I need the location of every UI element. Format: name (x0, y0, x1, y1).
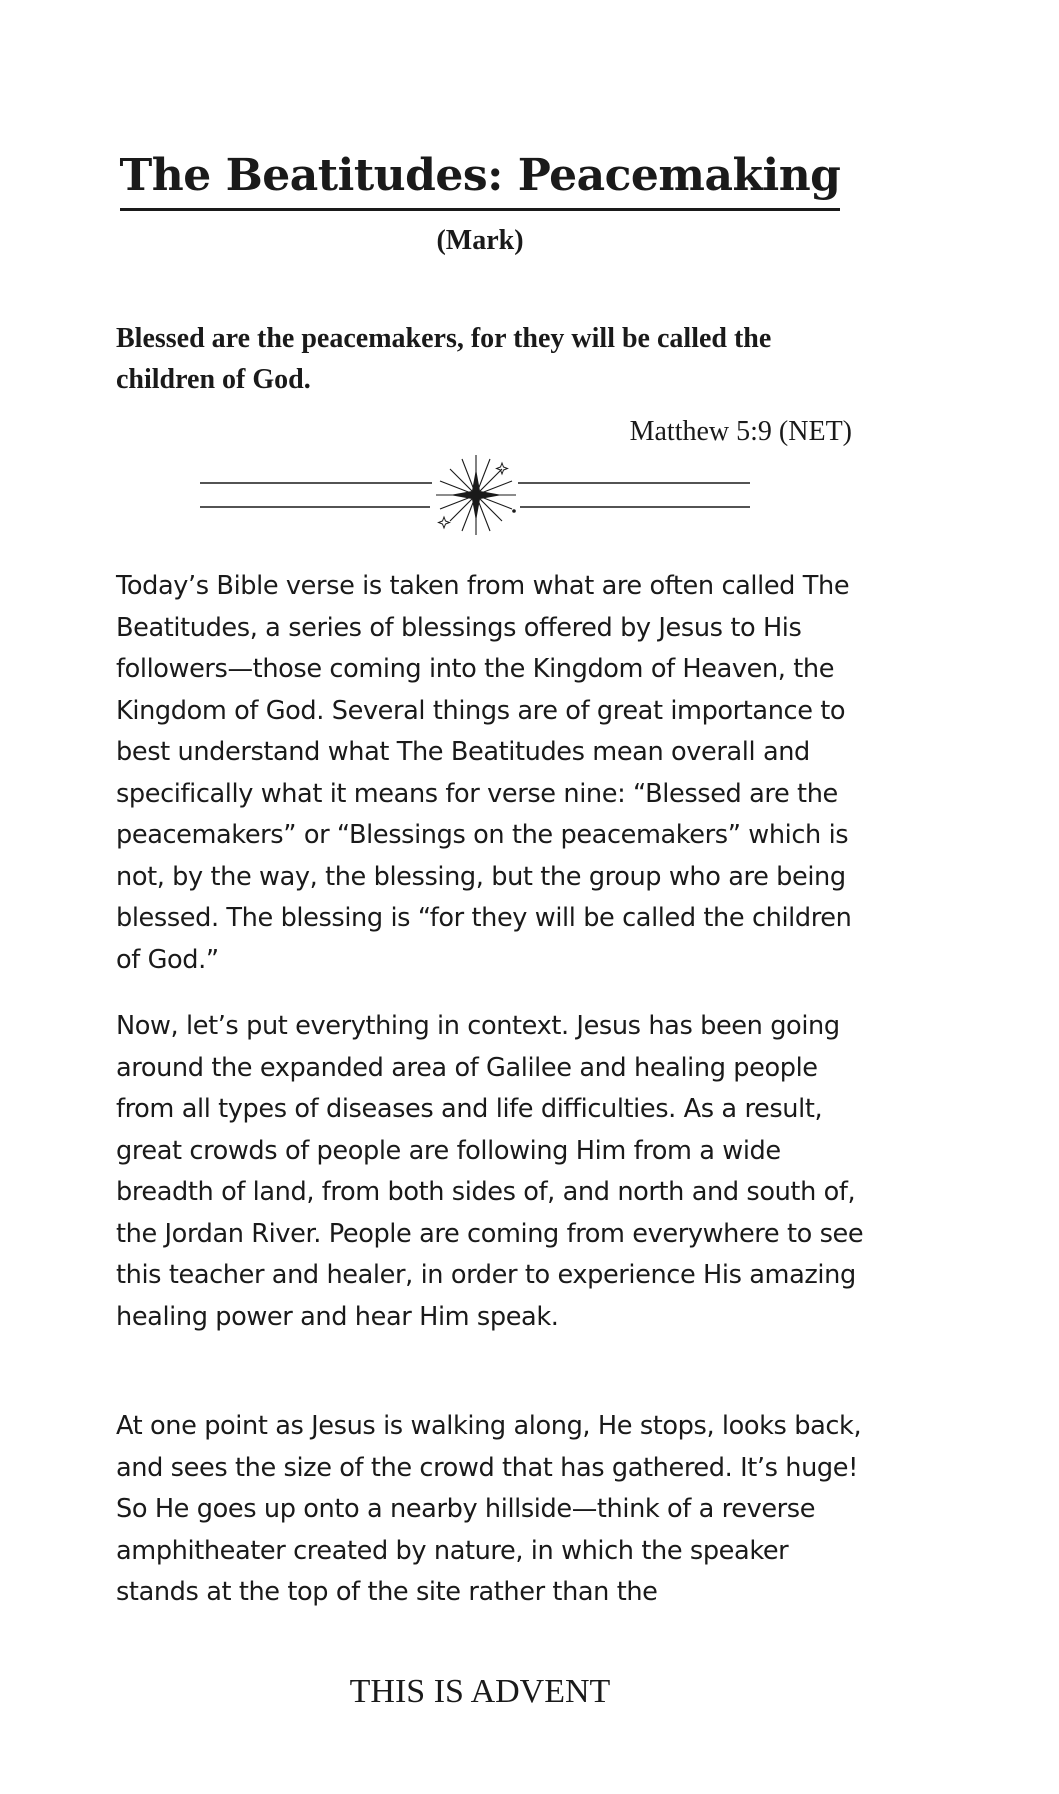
scripture-verse: Blessed are the peacemakers, for they will be called the children of God. (116, 323, 772, 395)
page-footer: THIS IS ADVENT (349, 1673, 611, 1710)
body-paragraph-3: At one point as Jesus is walking along, He stops, looks back, and sees the size of the crowd that has gathered. It’s huge! So He goes up onto a nearby hillside—think of a reverse amphitheater created by nature, in which the speaker stands at the top of the site rather than the (116, 1411, 862, 1607)
body-paragraph-2: Now, let’s put everything in context. Jesus has been going around the expanded area of Galilee and healing people from all types of diseases and life difficulties. As a result, great crowds of people are following Him from a wide breadth of land, from both sides of, and north and south of, the Jordan River. People are coming from everywhere to see this teacher and healer, in order to experience His amazing healing power and hear Him speak. (116, 1011, 864, 1332)
page-title: The Beatitudes: Peacemaking (120, 148, 841, 211)
star-ornament-icon (200, 455, 760, 545)
title-block (0, 148, 960, 211)
body-paragraph-1: Today’s Bible verse is taken from what are often called The Beatitudes, a series of blessings offered by Jesus to His followers—those coming into the Kingdom of Heaven, the Kingdom of God. Several things are of great importance to best understand what The Beatitudes mean overall and specifically what it means for verse nine: “Blessed are the peacemakers” or “Blessings on the peacemakers” which is not, by the way, the blessing, but the group who are being blessed. The blessing is “for they will be called the children of God.” (116, 571, 852, 975)
author-name: (Mark) (436, 225, 524, 256)
scripture-reference: Matthew 5:9 (NET) (629, 416, 852, 447)
